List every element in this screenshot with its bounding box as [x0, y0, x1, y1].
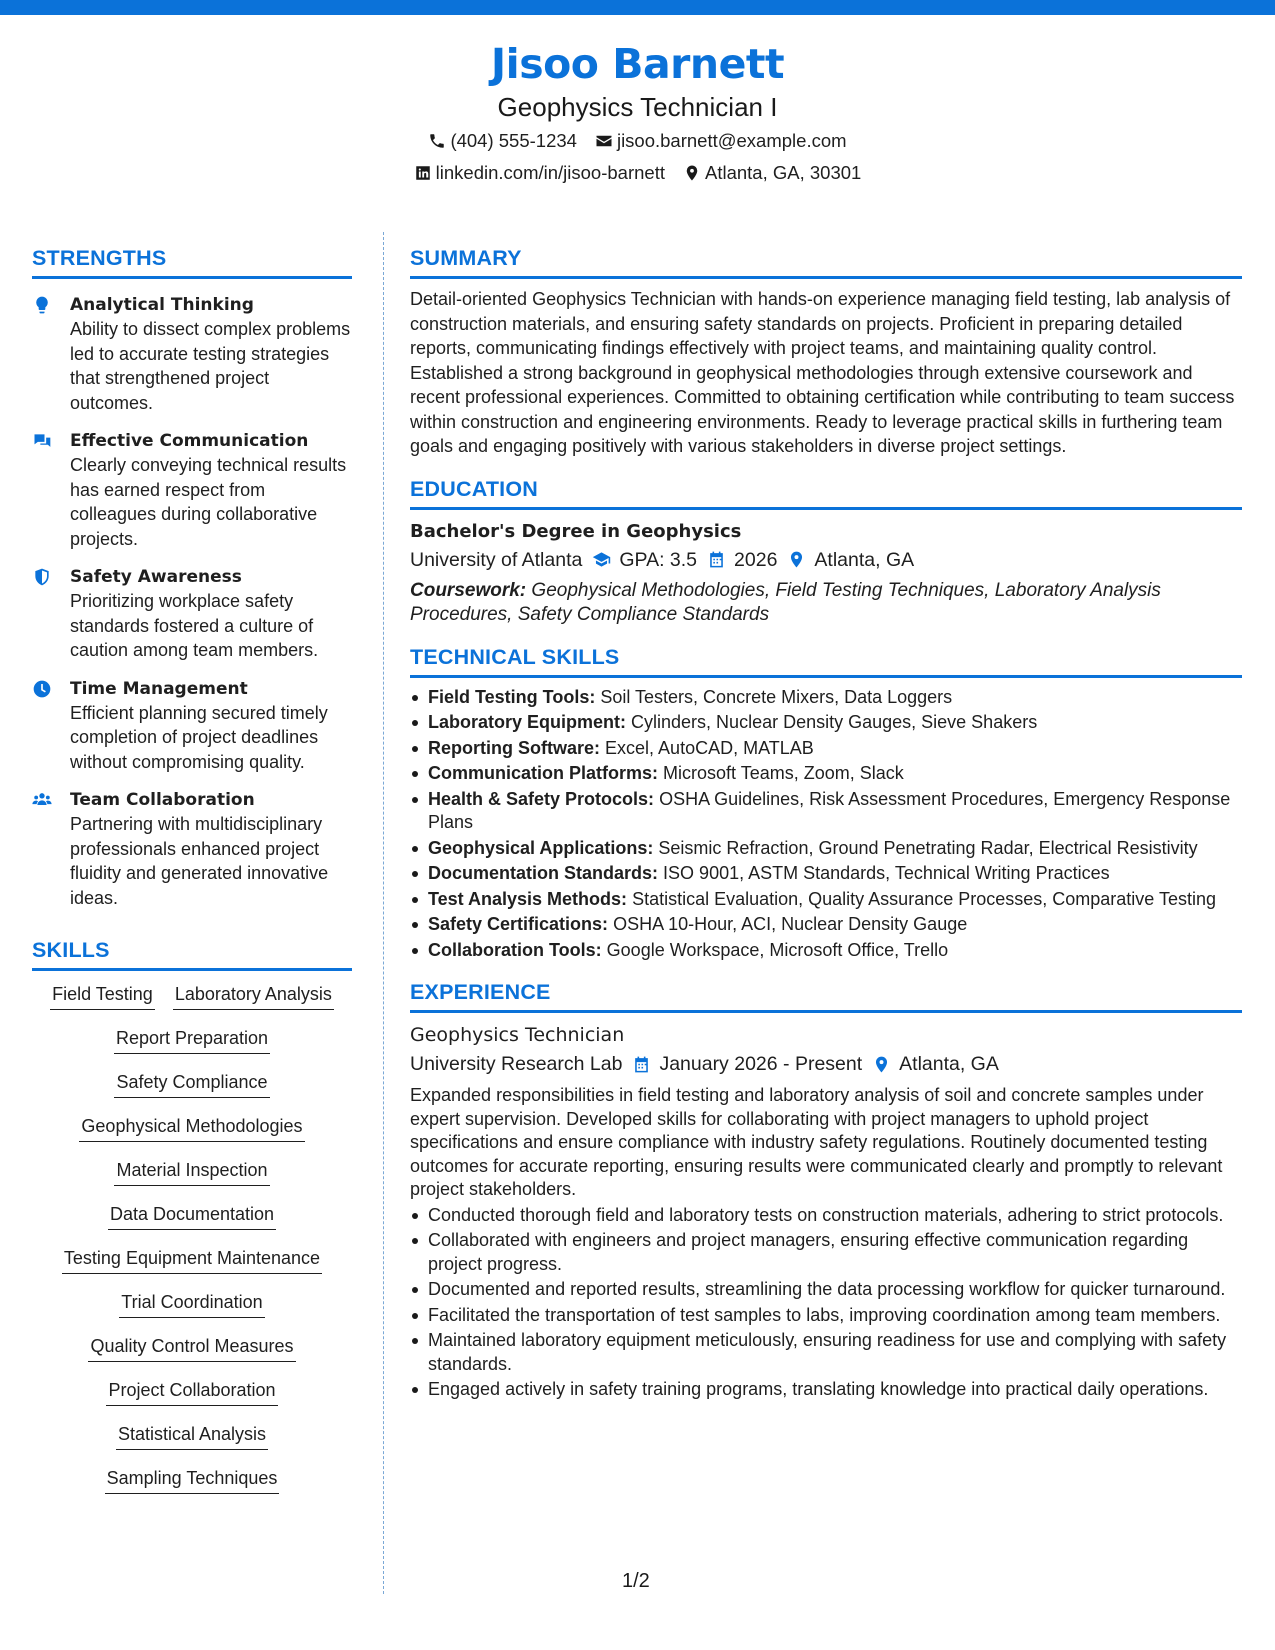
column-divider: [383, 232, 384, 1594]
gpa-text: GPA: 3.5: [619, 548, 698, 571]
left-column: [32, 244, 352, 1509]
experience-location: [862, 1049, 999, 1079]
envelope-icon: [595, 132, 613, 150]
school-name: [410, 545, 582, 575]
skills-list: [32, 981, 352, 1509]
year-text: 2026: [734, 548, 778, 571]
tech-skill-value: Seismic Refraction, Ground Penetrating Radar, Electrical Resistivity: [658, 837, 1198, 858]
skill-tag: Geophysical Methodologies: [79, 1113, 304, 1142]
skill-tag: Report Preparation: [114, 1025, 270, 1054]
resume-header: [0, 38, 1275, 188]
page-number: 1/2: [622, 1570, 650, 1592]
skill-tag: Data Documentation: [108, 1201, 276, 1230]
users-icon: [32, 790, 52, 810]
list-item: [410, 888, 1242, 912]
email-text[interactable]: jisoo.barnett@example.com: [616, 130, 847, 151]
tech-skill-value: OSHA Guidelines, Risk Assessment Procedures, Emergency Response Plans: [428, 788, 1231, 832]
tech-skill-label: Field Testing Tools:: [428, 686, 596, 707]
right-column: [410, 244, 1242, 1404]
technical-skills-list: [410, 686, 1242, 963]
tech-skill-label: Health & Safety Protocols:: [428, 788, 655, 809]
clock-icon: [32, 679, 52, 699]
phone-text: (404) 555-1234: [450, 130, 577, 151]
phone-contact: [428, 126, 577, 156]
strengths-heading: STRENGTHS: [32, 244, 352, 279]
lightbulb-icon: [32, 295, 52, 315]
map-pin-icon: [683, 164, 701, 182]
candidate-name: Jisoo Barnett: [490, 40, 785, 88]
list-item: [410, 711, 1242, 735]
education-location-text: Atlanta, GA: [814, 548, 915, 571]
list-item: [410, 939, 1242, 963]
shield-icon: [32, 567, 52, 587]
tech-skill-label: Geophysical Applications:: [428, 837, 654, 858]
email-contact[interactable]: [595, 126, 847, 156]
chat-icon: [32, 431, 52, 451]
linkedin-text[interactable]: linkedin.com/in/jisoo-barnett: [435, 162, 665, 183]
tech-skill-value: OSHA 10-Hour, ACI, Nuclear Density Gauge: [613, 914, 968, 934]
strength-desc: Efficient planning secured timely completion of project deadlines without compromising quality.: [70, 702, 328, 772]
graduation-cap-icon: [592, 550, 611, 569]
strength-item: [32, 293, 352, 415]
tech-skill-value: Cylinders, Nuclear Density Gauges, Sieve Shakers: [631, 712, 1038, 732]
skill-tag: Trial Coordination: [119, 1289, 264, 1318]
coursework-list: Geophysical Methodologies, Field Testing Techniques, Laboratory Analysis Procedures, Safety Compliance Standards: [410, 579, 1161, 625]
list-item: Maintained laboratory equipment meticulously, ensuring readiness for use and complying with safety standards.: [410, 1329, 1242, 1376]
coursework-label: Coursework:: [410, 579, 527, 601]
strength-item: [32, 788, 352, 910]
list-item: [410, 737, 1242, 761]
list-item: Collaborated with engineers and project managers, ensuring effective communication regarding project progress.: [410, 1229, 1242, 1276]
tech-skill-value: Statistical Evaluation, Quality Assurance Processes, Comparative Testing: [632, 888, 1217, 909]
list-item: Facilitated the transportation of test samples to labs, improving coordination among team members.: [410, 1304, 1242, 1328]
coursework: [410, 579, 1242, 627]
tech-skill-label: Safety Certifications:: [428, 914, 609, 934]
tech-skill-label: Test Analysis Methods:: [428, 888, 628, 909]
location-contact: [683, 158, 861, 188]
strength-desc: Partnering with multidisciplinary professionals enhanced project fluidity and generated innovative ideas.: [70, 814, 329, 908]
school-text: University of Atlanta: [410, 548, 583, 571]
strength-name: Safety Awareness: [70, 567, 242, 587]
skills-heading: SKILLS: [32, 936, 352, 971]
list-item: Engaged actively in safety training programs, translating knowledge into practical daily operations.: [410, 1378, 1242, 1402]
experience-heading: EXPERIENCE: [410, 978, 1242, 1013]
employment-dates: [622, 1049, 862, 1079]
list-item: [410, 837, 1242, 861]
company-text: University Research Lab: [410, 1053, 623, 1075]
list-item: [410, 686, 1242, 710]
tech-skill-value: Google Workspace, Microsoft Office, Trello: [606, 939, 949, 960]
list-item: Documented and reported results, streamlining the data processing workflow for quicker turnaround.: [410, 1278, 1242, 1302]
tech-skill-label: Documentation Standards:: [428, 863, 659, 883]
map-pin-icon: [787, 550, 806, 569]
experience-meta: [410, 1049, 1242, 1079]
strength-name: Effective Communication: [70, 431, 309, 451]
tech-skill-label: Collaboration Tools:: [428, 939, 602, 960]
strength-name: Analytical Thinking: [70, 295, 254, 315]
job-title-heading: Geophysics Technician I: [497, 92, 778, 122]
tech-skill-label: Communication Platforms:: [428, 763, 659, 783]
skill-tag: Field Testing: [50, 981, 155, 1010]
gpa: [582, 545, 697, 575]
list-item: [410, 788, 1242, 835]
list-item: [410, 762, 1242, 786]
education-heading: EDUCATION: [410, 475, 1242, 510]
strength-item: [32, 429, 352, 551]
linkedin-icon: [414, 164, 432, 182]
map-pin-icon: [872, 1055, 891, 1074]
job-description: Expanded responsibilities in field testing and laboratory analysis of soil and concrete samples under expert supervision. Developed skills for collaborating with project managers to uphold project specifications and ensure compliance with industry safety regulations. Routinely documented testing outcomes for accurate reporting, ensuring results were communicated clearly and promptly to relevant project stakeholders.: [410, 1085, 1223, 1199]
strength-desc: Clearly conveying technical results has earned respect from colleagues during collaborative projects.: [70, 455, 347, 549]
degree-title: Bachelor's Degree in Geophysics: [410, 520, 742, 542]
skill-tag: Sampling Techniques: [105, 1465, 280, 1494]
list-item: [410, 913, 1242, 937]
tech-skill-label: Laboratory Equipment:: [428, 712, 627, 732]
strength-item: [32, 677, 352, 775]
tech-skill-value: Microsoft Teams, Zoom, Slack: [663, 763, 904, 783]
location-text: Atlanta, GA, 30301: [704, 162, 862, 183]
skill-tag: Quality Control Measures: [88, 1333, 295, 1362]
list-item: Conducted thorough field and laboratory tests on construction materials, adhering to strict protocols.: [410, 1204, 1242, 1228]
tech-skill-value: Excel, AutoCAD, MATLAB: [605, 737, 814, 758]
tech-skill-value: ISO 9001, ASTM Standards, Technical Writing Practices: [663, 863, 1110, 883]
strength-name: Time Management: [70, 678, 248, 699]
dates-text: January 2026 - Present: [659, 1053, 863, 1075]
list-item: [410, 862, 1242, 886]
skill-tag: Testing Equipment Maintenance: [62, 1245, 322, 1274]
education-meta: [410, 545, 1242, 575]
calendar-icon: [632, 1055, 651, 1074]
summary-heading: SUMMARY: [410, 244, 1242, 279]
company-name: [410, 1049, 622, 1079]
skill-tag: Laboratory Analysis: [173, 981, 334, 1010]
contact-row-2: [0, 158, 1275, 188]
tech-skill-label: Reporting Software:: [428, 737, 601, 758]
summary-text: Detail-oriented Geophysics Technician with hands-on experience managing field testing, lab analysis of construction materials, and ensuring safety standards on projects. Proficient in preparing detailed reports, communicating findings effectively with project teams, and maintaining quality control. Established a strong background in geophysical methodologies through extensive coursework and recent professional experiences. Committed to obtaining certification while contributing to team success within construction and engineering environments. Ready to leverage practical skills in furthering team goals and engaging positively with various stakeholders in diverse project settings.: [410, 289, 1235, 456]
strength-name: Team Collaboration: [70, 790, 255, 810]
experience-location-text: Atlanta, GA: [899, 1053, 999, 1075]
strength-desc: Ability to dissect complex problems led to accurate testing strategies that strengthened project outcomes.: [70, 319, 351, 413]
phone-icon: [428, 132, 446, 150]
tech-skill-value: Soil Testers, Concrete Mixers, Data Loggers: [600, 686, 953, 707]
linkedin-contact[interactable]: [414, 158, 665, 188]
experience-bullets: [410, 1204, 1242, 1402]
contact-row-1: [0, 126, 1275, 156]
skill-tag: Project Collaboration: [106, 1377, 277, 1406]
skill-tag: Statistical Analysis: [116, 1421, 268, 1450]
education-location: [777, 545, 914, 575]
strength-item: [32, 565, 352, 663]
strength-desc: Prioritizing workplace safety standards fostered a culture of caution among team members.: [70, 591, 319, 660]
technical-skills-heading: TECHNICAL SKILLS: [410, 643, 1242, 678]
experience-job-title: Geophysics Technician: [410, 1024, 625, 1046]
skill-tag: Material Inspection: [114, 1157, 269, 1186]
top-accent-bar: [0, 0, 1275, 15]
graduation-year: [697, 545, 777, 575]
skill-tag: Safety Compliance: [114, 1069, 269, 1098]
calendar-icon: [707, 550, 726, 569]
